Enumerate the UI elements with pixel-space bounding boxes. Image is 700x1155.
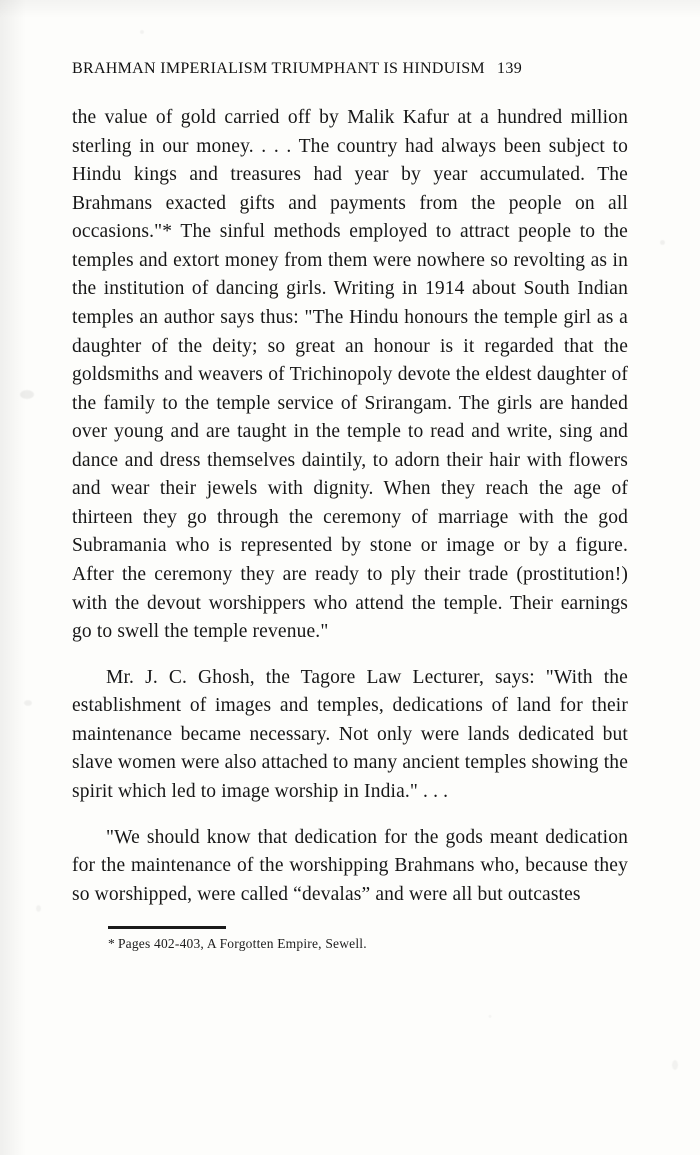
- running-head-title: BRAHMAN IMPERIALISM TRIUMPHANT IS HINDUISM: [72, 60, 485, 77]
- body-paragraph: Mr. J. C. Ghosh, the Tagore Law Lecturer, says: "With the establishment of images and temples, dedications of land for their maintenance became necessary. Not only were lands dedicated but slave women were also attached to many ancient temples showing the spirit which led to image worship in India." . . .: [72, 666, 628, 802]
- scan-speck: [660, 240, 665, 245]
- scan-speck: [36, 905, 41, 912]
- scan-speck: [24, 700, 32, 706]
- page-number: 139: [496, 60, 523, 77]
- footnote-marker: *: [108, 935, 115, 951]
- footnote-text: Pages 402-403, A Forgotten Empire, Sewell.: [117, 935, 367, 951]
- running-head: [72, 60, 628, 78]
- scan-speck: [672, 1060, 678, 1070]
- scan-speck: [20, 390, 34, 399]
- body-paragraph: the value of gold carried off by Malik Kafur at a hundred million sterling in our money. . . . The country had always been subject to Hindu kings and treasures had year by year accumulated. The Brahmans exacted gifts and payments from the people on all occasions."* The sinful methods employed to attract people to the temples and extort money from them were nowhere so revolting as in the institution of dancing girls. Writing in 1914 about South Indian temples an author says thus: "The Hindu honours the temple girl as a daughter of the deity; so great an honour is it regarded that the goldsmiths and weavers of Trichinopoly devote the eldest daughter of the family to the temple service of Srirangam. The girls are handed over young and are taught in the temple to read and write, sing and dance and dress themselves daintily, to adorn their hair with flowers and wear their jewels with dignity. When they reach the age of thirteen they go through the ceremony of marriage with the god Subramania who is represented by stone or image or by a figure. After the ceremony they are ready to ply their trade (prostitution!) with the devout worshippers who attend the temple. Their earnings go to swell the temple revenue.": [72, 107, 628, 643]
- page-left-shadow: [0, 0, 26, 1155]
- footnote: [108, 936, 628, 952]
- scan-speck: [140, 30, 144, 34]
- page-content: [72, 60, 628, 952]
- page-top-shadow: [0, 0, 700, 18]
- body-paragraph: "We should know that dedication for the gods meant dedication for the maintenance of the worshipping Brahmans who, because they so worshipped, were called “devalas” and were all but outcastes: [72, 826, 628, 905]
- footnote-separator: [108, 926, 226, 929]
